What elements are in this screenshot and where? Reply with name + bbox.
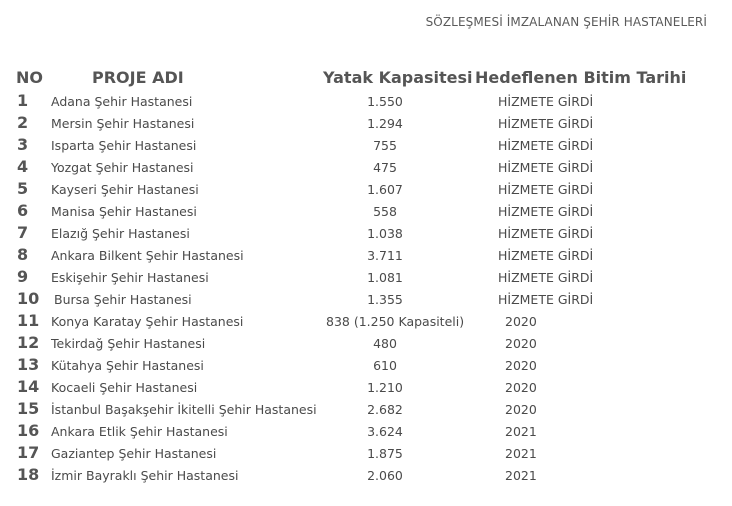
row-number: 8 <box>17 245 29 264</box>
target-date: HİZMETE GİRDİ <box>498 116 594 131</box>
target-date: HİZMETE GİRDİ <box>498 160 594 175</box>
target-date: 2021 <box>505 446 537 461</box>
target-date: 2021 <box>505 424 537 439</box>
project-name: Manisa Şehir Hastanesi <box>51 204 197 219</box>
table-row <box>0 200 732 222</box>
bed-capacity: 3.624 <box>367 424 403 439</box>
project-name: Elazığ Şehir Hastanesi <box>51 226 190 241</box>
row-number: 3 <box>17 135 29 154</box>
header-no: NO <box>16 68 43 87</box>
table-row <box>0 310 732 332</box>
table-row <box>0 178 732 200</box>
header-bed-capacity: Yatak Kapasitesi <box>323 68 473 87</box>
bed-capacity: 1.294 <box>367 116 403 131</box>
bed-capacity: 1.038 <box>367 226 403 241</box>
table-row <box>0 156 732 178</box>
bed-capacity: 558 <box>373 204 397 219</box>
table-row <box>0 244 732 266</box>
hospital-table <box>0 90 732 486</box>
row-number: 17 <box>17 443 40 462</box>
bed-capacity: 480 <box>373 336 397 351</box>
target-date: 2020 <box>505 380 537 395</box>
bed-capacity: 475 <box>373 160 397 175</box>
target-date: HİZMETE GİRDİ <box>498 204 594 219</box>
bed-capacity: 610 <box>373 358 397 373</box>
project-name: Yozgat Şehir Hastanesi <box>51 160 194 175</box>
row-number: 7 <box>17 223 29 242</box>
table-row <box>0 112 732 134</box>
bed-capacity: 838 (1.250 Kapasiteli) <box>326 314 465 329</box>
project-name: Ankara Bilkent Şehir Hastanesi <box>51 248 244 263</box>
project-name: İzmir Bayraklı Şehir Hastanesi <box>51 468 239 483</box>
row-number: 14 <box>17 377 40 396</box>
table-row <box>0 332 732 354</box>
table-row <box>0 376 732 398</box>
target-date: 2021 <box>505 468 537 483</box>
bed-capacity: 1.081 <box>367 270 403 285</box>
target-date: HİZMETE GİRDİ <box>498 94 594 109</box>
project-name: Adana Şehir Hastanesi <box>51 94 193 109</box>
bed-capacity: 1.355 <box>367 292 403 307</box>
project-name: Konya Karatay Şehir Hastanesi <box>51 314 244 329</box>
row-number: 18 <box>17 465 40 484</box>
project-name: Eskişehir Şehir Hastanesi <box>51 270 209 285</box>
target-date: 2020 <box>505 314 537 329</box>
table-row <box>0 354 732 376</box>
table-row <box>0 398 732 420</box>
project-name: Kocaeli Şehir Hastanesi <box>51 380 198 395</box>
table-row <box>0 442 732 464</box>
project-name: Bursa Şehir Hastanesi <box>54 292 192 307</box>
project-name: İstanbul Başakşehir İkitelli Şehir Hastanesi <box>51 402 317 417</box>
row-number: 11 <box>17 311 40 330</box>
table-row <box>0 266 732 288</box>
row-number: 12 <box>17 333 40 352</box>
bed-capacity: 1.550 <box>367 94 403 109</box>
row-number: 2 <box>17 113 29 132</box>
bed-capacity: 2.060 <box>367 468 403 483</box>
row-number: 13 <box>17 355 40 374</box>
row-number: 1 <box>17 91 29 110</box>
project-name: Gaziantep Şehir Hastanesi <box>51 446 217 461</box>
row-number: 4 <box>17 157 29 176</box>
project-name: Tekirdağ Şehir Hastanesi <box>51 336 206 351</box>
table-row <box>0 222 732 244</box>
bed-capacity: 755 <box>373 138 397 153</box>
project-name: Kayseri Şehir Hastanesi <box>51 182 199 197</box>
project-name: Ankara Etlik Şehir Hastanesi <box>51 424 228 439</box>
bed-capacity: 3.711 <box>367 248 403 263</box>
row-number: 10 <box>17 289 40 308</box>
target-date: HİZMETE GİRDİ <box>498 292 594 307</box>
table-row <box>0 90 732 112</box>
target-date: HİZMETE GİRDİ <box>498 138 594 153</box>
row-number: 15 <box>17 399 40 418</box>
target-date: 2020 <box>505 402 537 417</box>
project-name: Kütahya Şehir Hastanesi <box>51 358 204 373</box>
target-date: HİZMETE GİRDİ <box>498 226 594 241</box>
bed-capacity: 1.875 <box>367 446 403 461</box>
page-title: SÖZLEŞMESİ İMZALANAN ŞEHİR HASTANELERİ <box>425 15 707 29</box>
row-number: 6 <box>17 201 29 220</box>
bed-capacity: 1.210 <box>367 380 403 395</box>
row-number: 9 <box>17 267 29 286</box>
row-number: 5 <box>17 179 29 198</box>
header-project-name: PROJE ADI <box>92 68 184 87</box>
target-date: 2020 <box>505 336 537 351</box>
bed-capacity: 1.607 <box>367 182 403 197</box>
target-date: 2020 <box>505 358 537 373</box>
row-number: 16 <box>17 421 40 440</box>
table-row <box>0 464 732 486</box>
bed-capacity: 2.682 <box>367 402 403 417</box>
table-row <box>0 134 732 156</box>
target-date: HİZMETE GİRDİ <box>498 248 594 263</box>
project-name: Isparta Şehir Hastanesi <box>51 138 197 153</box>
target-date: HİZMETE GİRDİ <box>498 270 594 285</box>
project-name: Mersin Şehir Hastanesi <box>51 116 195 131</box>
table-row <box>0 288 732 310</box>
table-row <box>0 420 732 442</box>
target-date: HİZMETE GİRDİ <box>498 182 594 197</box>
header-target-date: Hedeflenen Bitim Tarihi <box>475 68 687 87</box>
